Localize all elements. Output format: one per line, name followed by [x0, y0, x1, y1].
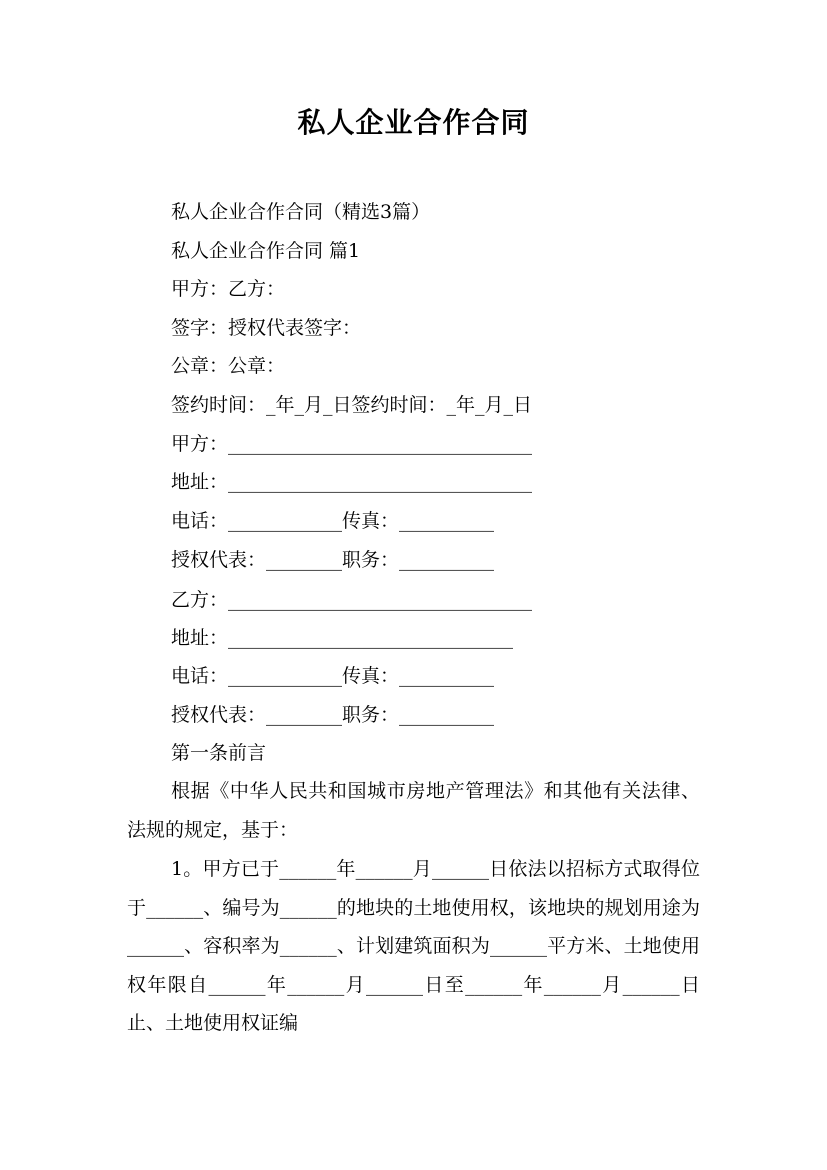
party-b-representative-field: 授权代表：________职务：__________ — [171, 704, 495, 726]
party-b-address-field: 地址：______________________________ — [171, 627, 514, 649]
section-heading: 私人企业合作合同 篇1 — [171, 240, 361, 262]
article-heading: 第一条前言 — [171, 742, 267, 764]
party-b-phone-fax-field: 电话：____________传真：__________ — [171, 665, 495, 687]
subtitle-line: 私人企业合作合同（精选3篇） — [171, 201, 431, 223]
signing-date-line: 签约时间：_年_月_日签约时间：_年_月_日 — [171, 394, 533, 416]
party-a-address-field: 地址：________________________________ — [171, 471, 533, 493]
clause-paragraph: 1。甲方已于______年______月______日依法以招标方式取得位于______、编号为______的地块的土地使用权，该地块的规划用途为______、容积率为______、计划建筑面积为______平方米、土地使用权年限自______年______月______日至______年______月______日止、土地使用权证编 — [127, 858, 700, 1034]
party-a-phone-fax-field: 电话：____________传真：__________ — [171, 510, 495, 532]
signature-line: 签字：授权代表签字： — [171, 317, 362, 339]
preamble-paragraph: 根据《中华人民共和国城市房地产管理法》和其他有关法律、法规的规定，基于： — [127, 780, 700, 841]
party-b-field: 乙方：________________________________ — [171, 589, 533, 611]
party-a-representative-field: 授权代表：________职务：__________ — [171, 549, 495, 571]
seal-line: 公章：公章： — [171, 355, 286, 377]
party-a-field: 甲方：________________________________ — [171, 433, 533, 455]
party-line: 甲方：乙方： — [171, 278, 286, 300]
document-title: 私人企业合作合同 — [297, 106, 530, 139]
